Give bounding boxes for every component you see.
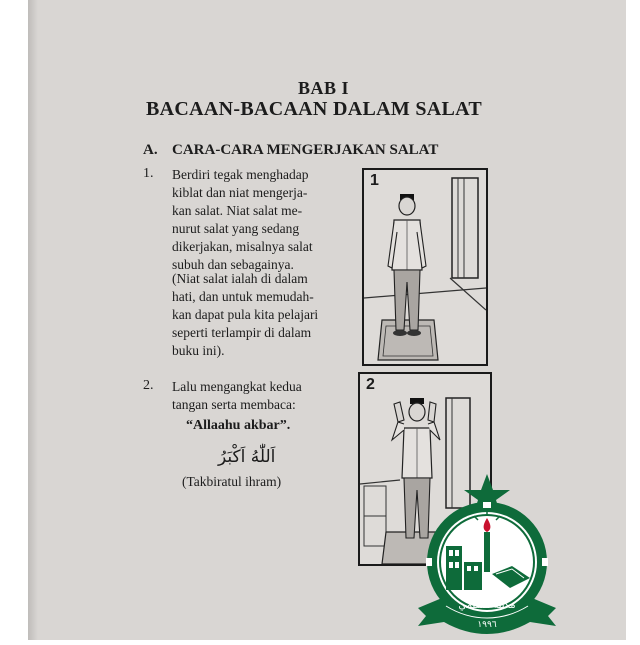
item-1-number: 1. (143, 166, 154, 181)
item-1-note (172, 270, 318, 360)
stamp-library-name: مكتبة التميمي (458, 600, 516, 611)
chapter-title: BACAAN-BACAAN DALAM SALAT (146, 98, 483, 120)
takbir-transliteration: “Allaahu akbar”. (186, 418, 291, 433)
item-2-line: Lalu mengangkat kedua (172, 379, 302, 394)
item-1-note-line: (Niat salat ialah di dalam (172, 271, 308, 286)
item-1-line: Berdiri tegak menghadap (172, 167, 309, 182)
stamp-year: ١٩٩٦ (477, 620, 497, 630)
standing-figure-illustration (364, 170, 486, 364)
takbir-arabic: اَللّٰهُ اَكْبَرُ (218, 447, 276, 467)
figure-1-number: 1 (370, 172, 379, 189)
section-letter: A. (143, 142, 158, 158)
item-1-line: kiblat dan niat mengerja- (172, 185, 308, 200)
section-title: CARA-CARA MENGERJAKAN SALAT (172, 142, 439, 158)
item-2-number: 2. (143, 378, 154, 393)
item-1-text (172, 166, 313, 274)
item-1-note-line: kan dapat pula kita pelajari (172, 307, 319, 322)
library-stamp (412, 470, 562, 640)
item-1-line: subuh dan sebagainya. (172, 257, 294, 272)
chapter-label: BAB I (298, 78, 350, 98)
item-1-note-line: hati, dan untuk memudah- (172, 289, 314, 304)
library-stamp-seal (412, 470, 562, 640)
item-1-note-line: buku ini). (172, 343, 225, 358)
takbir-caption: (Takbiratul ihram) (182, 474, 282, 489)
item-1-line: kan salat. Niat salat me- (172, 203, 303, 218)
item-1-line: dikerjakan, misalnya salat (172, 239, 313, 254)
item-1-line: nurut salat yang sedang (172, 221, 300, 236)
page-spine-shadow (28, 0, 38, 640)
figure-2-number: 2 (366, 376, 375, 393)
item-2-line: tangan serta membaca: (172, 397, 296, 412)
item-2-text (172, 378, 302, 414)
figure-1-standing (362, 168, 488, 366)
item-1-note-line: seperti terlampir di dalam (172, 325, 312, 340)
